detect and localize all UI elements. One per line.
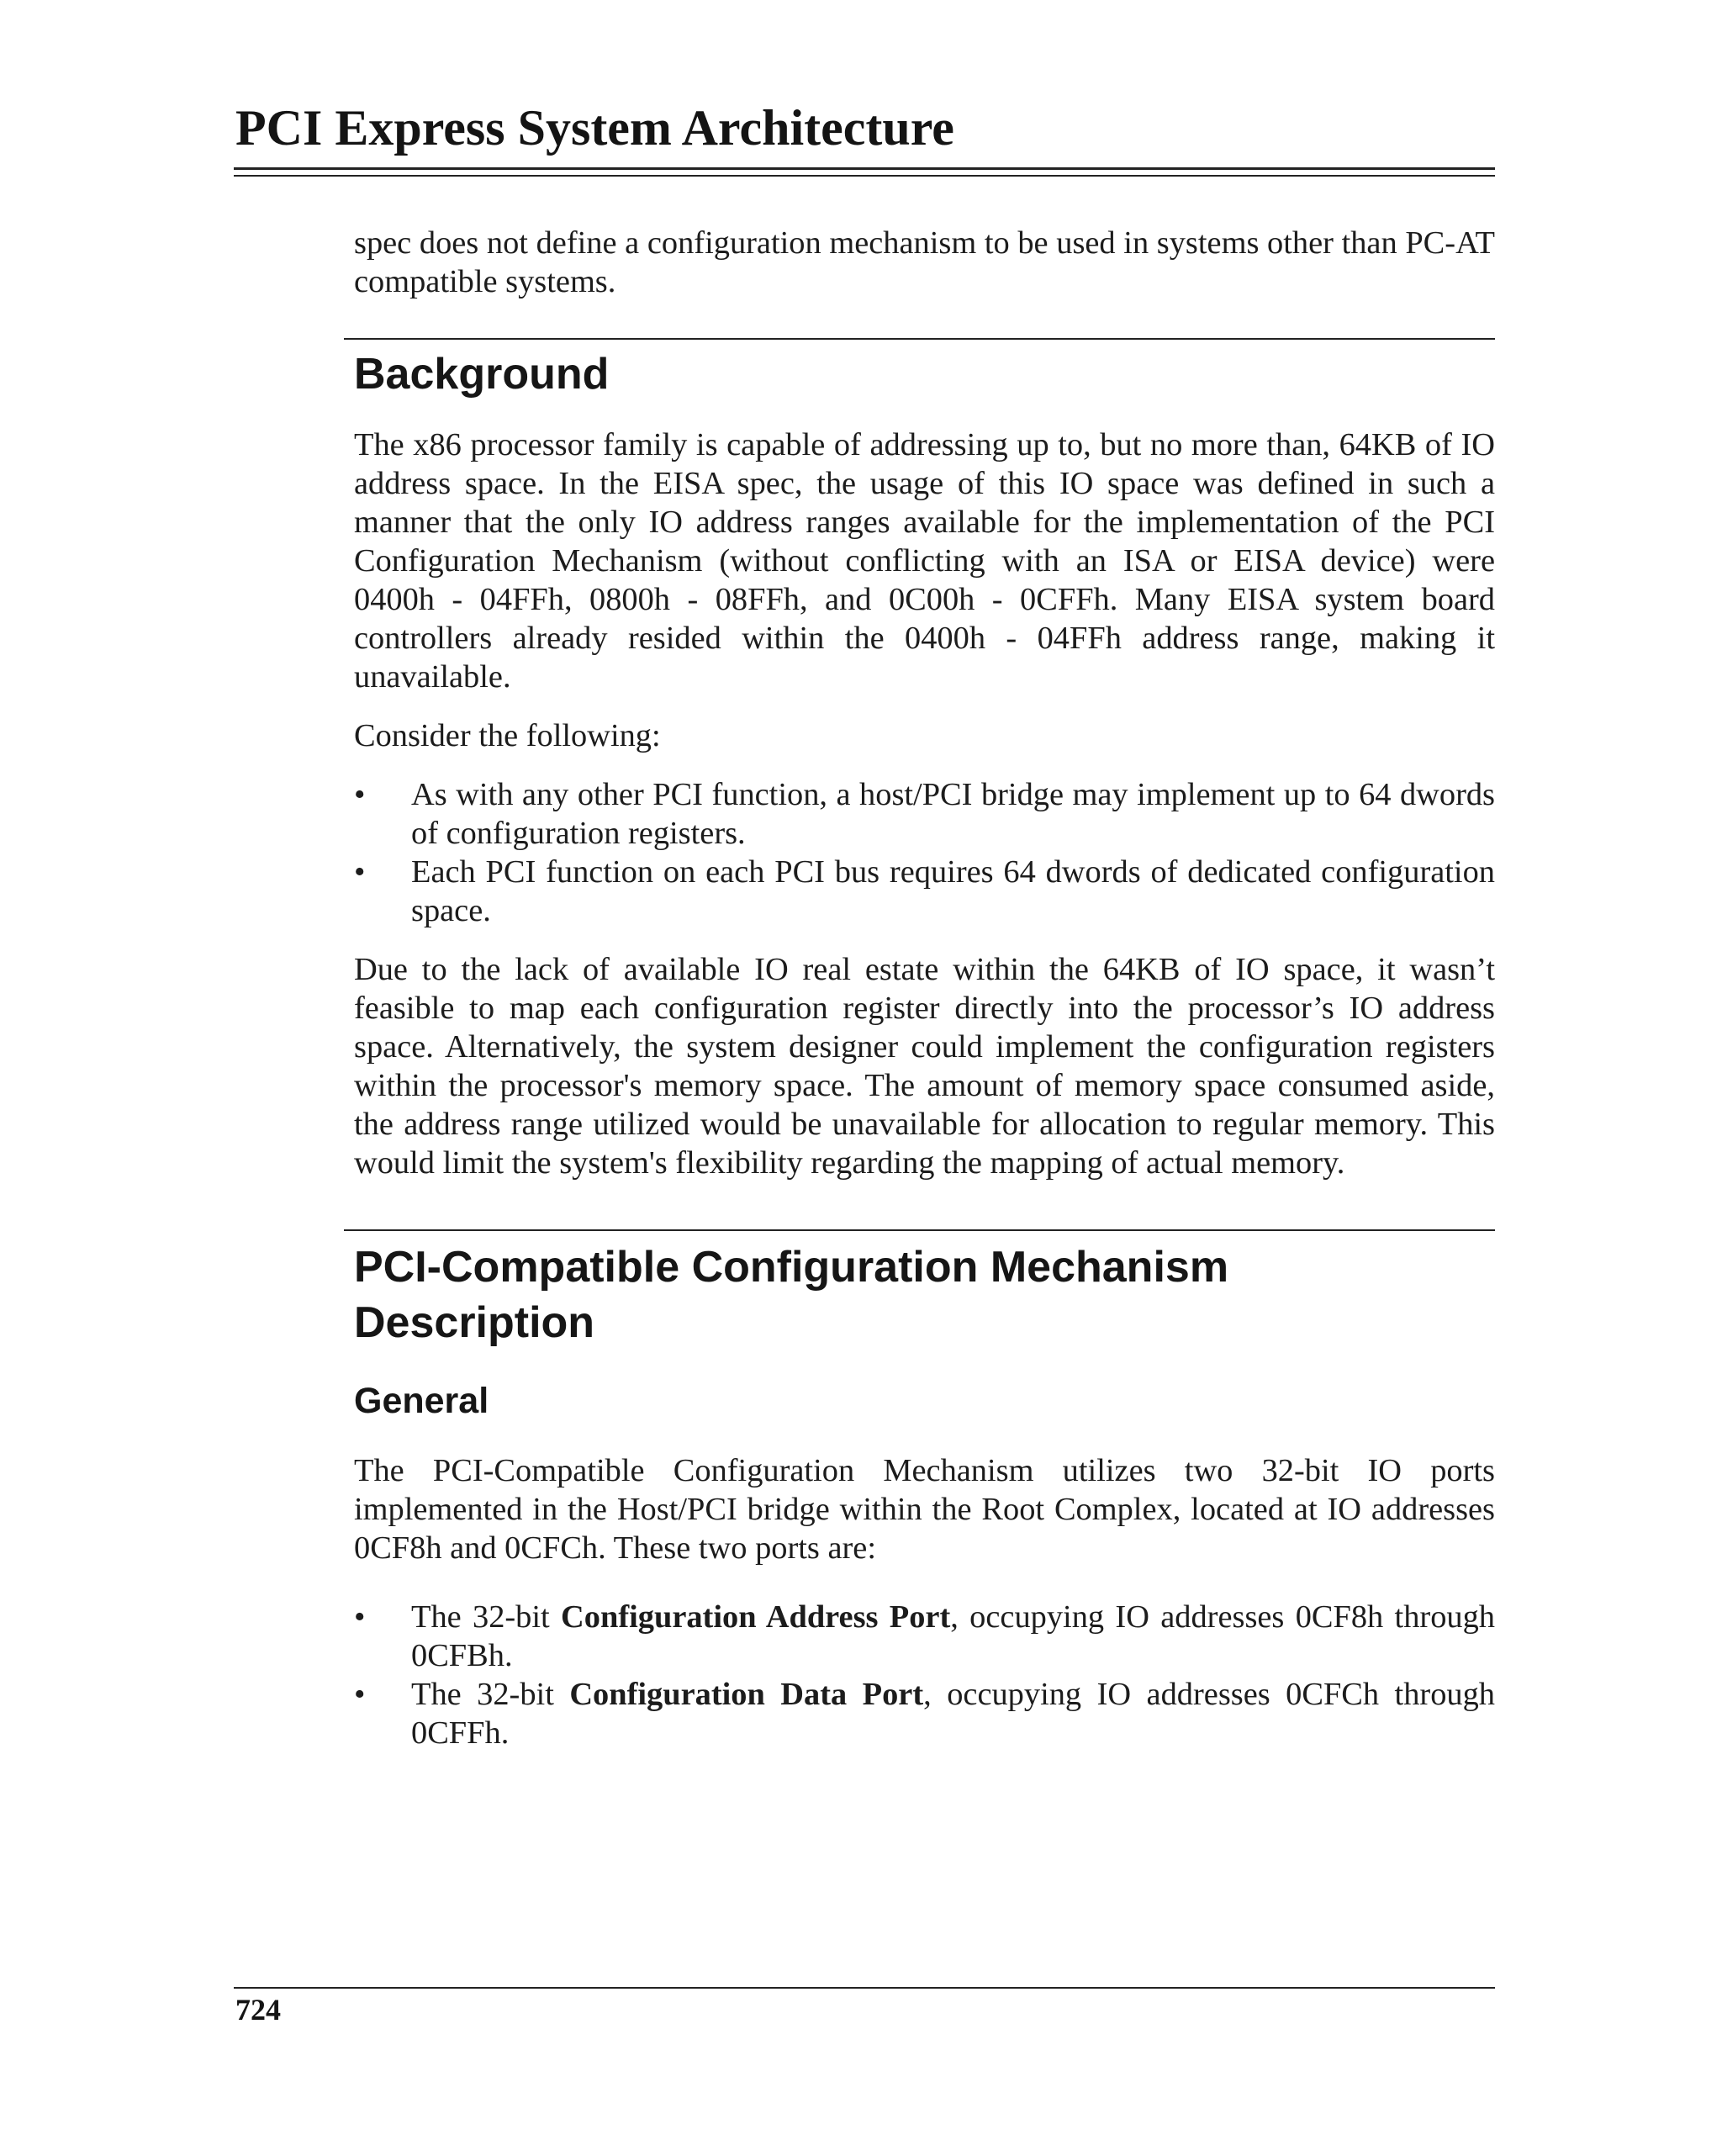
list-item	[354, 1675, 1495, 1752]
heading-mechanism-line-2: Description	[354, 1298, 595, 1347]
background-paragraph-3: Due to the lack of available IO real estate within the 64KB of IO space, it wasn’t feasible to map each configuration register directly into the processor’s IO address space. Alternatively, the system designer could implement the configuration registers within the processor's memory space. The amount of memory space consumed aside, the address range utilized would be unavailable for allocation to regular memory. This would limit the system's flexibility regarding the mapping of actual memory.	[354, 952, 1495, 1181]
running-head-title: PCI Express System Architecture	[235, 100, 954, 156]
section-rule-background	[344, 338, 1495, 340]
section-rule-mechanism	[344, 1229, 1495, 1231]
bullet-icon: •	[354, 777, 366, 812]
background-paragraph-1: The x86 processor family is capable of addressing up to, but no more than, 64KB of IO address space. In the EISA spec, the usage of this IO space was defined in such a manner that the only IO address ranges available for the implementation of the PCI Configuration Mechanism (without conflicting with an ISA or EISA device) were 0400h - 04FFh, 0800h - 08FFh, and 0C00h - 0CFFh. Many EISA system board controllers already resided within the 0400h - 04FFh address range, making it unavailable.	[354, 427, 1495, 695]
header-rule-thick	[234, 167, 1495, 170]
footer-rule	[234, 1987, 1495, 1989]
list-item	[354, 853, 1495, 930]
list-item-text: The 32-bit Configuration Address Port, occupying IO addresses 0CF8h through 0CFBh.	[411, 1599, 1495, 1673]
subheading-general: General	[354, 1381, 489, 1421]
page-number: 724	[235, 1993, 281, 2027]
bullet-icon: •	[354, 1599, 366, 1635]
background-bullet-list	[354, 775, 1495, 930]
list-item-text: As with any other PCI function, a host/PCI bridge may implement up to 64 dwords of configuration registers.	[411, 777, 1495, 851]
heading-background: Background	[354, 350, 610, 399]
list-item-text: Each PCI function on each PCI bus requires 64 dwords of dedicated configuration space.	[411, 854, 1495, 928]
list-item	[354, 775, 1495, 853]
page-body	[354, 224, 1495, 1752]
list-item	[354, 1598, 1495, 1675]
bullet-icon: •	[354, 854, 366, 890]
list-item-text: The 32-bit Configuration Data Port, occupying IO addresses 0CFCh through 0CFFh.	[411, 1677, 1495, 1751]
header-rule-thin	[234, 175, 1495, 177]
heading-mechanism-line-1: PCI-Compatible Configuration Mechanism	[354, 1243, 1229, 1292]
continuation-paragraph: spec does not define a configuration mechanism to be used in systems other than PC-AT compatible systems.	[354, 225, 1495, 299]
background-paragraph-2: Consider the following:	[354, 718, 661, 753]
heading-mechanism	[354, 1239, 1495, 1350]
ports-bullet-list	[354, 1598, 1495, 1752]
term-config-address-port: Configuration Address Port	[561, 1599, 951, 1635]
term-config-data-port: Configuration Data Port	[569, 1677, 924, 1712]
general-paragraph-1: The PCI-Compatible Configuration Mechanism utilizes two 32-bit IO ports implemented in the Host/PCI bridge within the Root Complex, located at IO addresses 0CF8h and 0CFCh. These two ports are:	[354, 1453, 1495, 1566]
bullet-icon: •	[354, 1677, 366, 1712]
